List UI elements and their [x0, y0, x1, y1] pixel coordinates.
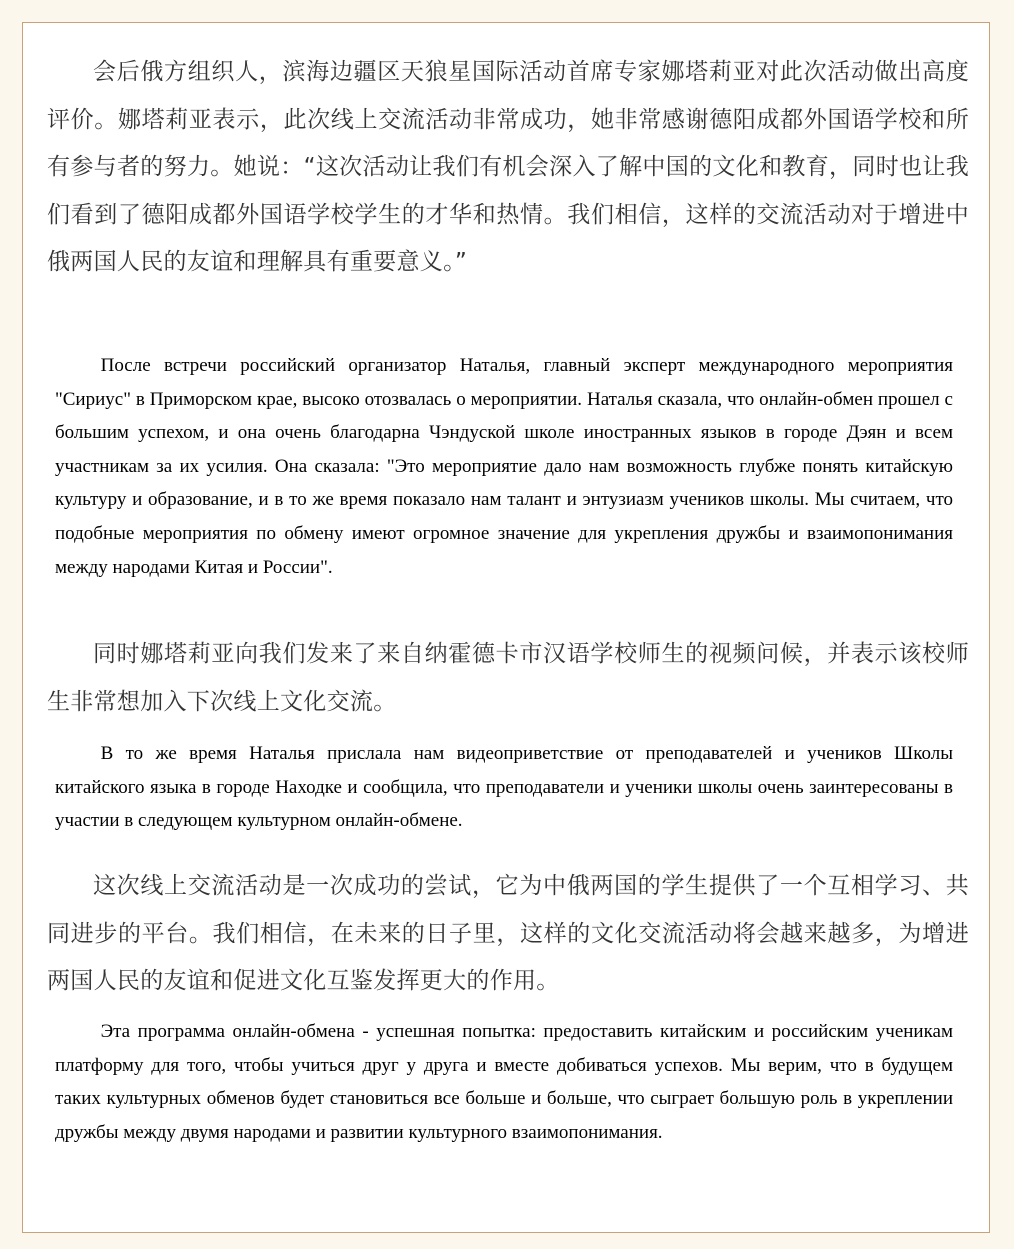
russian-paragraph-1: После встречи российский организатор Наталья, главный эксперт международного мероприятия "Сириус" в Приморском крае, высоко отозвалась о мероприятии. Наталья сказала, что онлайн-обмен прошел с большим успехом, и она очень благодарна Чэндуской школе иностранных языков в городе Дэян и всем участникам за их усилия. Она сказала: "Это мероприятие дало нам возможность глубже понять китайскую культуру и образование, и в то же время показало нам талант и энтузиазм учеников школы. Мы считаем, что подобные мероприятия по обмену имеют огромное значение для укрепления дружбы и взаимопонимания между народами Китая и России".	[55, 355, 953, 578]
chinese-paragraph-1: 会后俄方组织人，滨海边疆区天狼星国际活动首席专家娜塔莉亚对此次活动做出高度评价。娜塔莉亚表示，此次线上交流活动非常成功，她非常感谢德阳成都外国语学校和所有参与者的努力。她说：“这次活动让我们有机会深入了解中国的文化和教育，同时也让我们看到了德阳成都外国语学校学生的才华和热情。我们相信，这样的交流活动对于增进中俄两国人民的友谊和理解具有重要意义。”	[47, 59, 969, 275]
chinese-paragraph-2: 同时娜塔莉亚向我们发来了来自纳霍德卡市汉语学校师生的视频问候，并表示该校师生非常想加入下次线上文化交流。	[47, 641, 969, 715]
russian-paragraph-3: Эта программа онлайн-обмена - успешная попытка: предоставить китайским и российским ученикам платформу для того, чтобы учиться друг у друга и вместе добиваться успехов. Мы верим, что в будущем таких культурных обменов будет становиться все больше и больше, что сыграет большую роль в укреплении дружбы между двумя народами и развитии культурного взаимопонимания.	[55, 1021, 953, 1143]
russian-paragraph-2: В то же время Наталья прислала нам видеоприветствие от преподавателей и учеников Школы китайского языка в городе Находке и сообщила, что преподаватели и ученики школы очень заинтересованы в участии в следующем культурном онлайн-обмене.	[55, 743, 953, 832]
article-frame	[22, 22, 990, 1233]
chinese-paragraph-3: 这次线上交流活动是一次成功的尝试，它为中俄两国的学生提供了一个互相学习、共同进步的平台。我们相信，在未来的日子里，这样的文化交流活动将会越来越多，为增进两国人民的友谊和促进文化互鉴发挥更大的作用。	[47, 873, 969, 994]
